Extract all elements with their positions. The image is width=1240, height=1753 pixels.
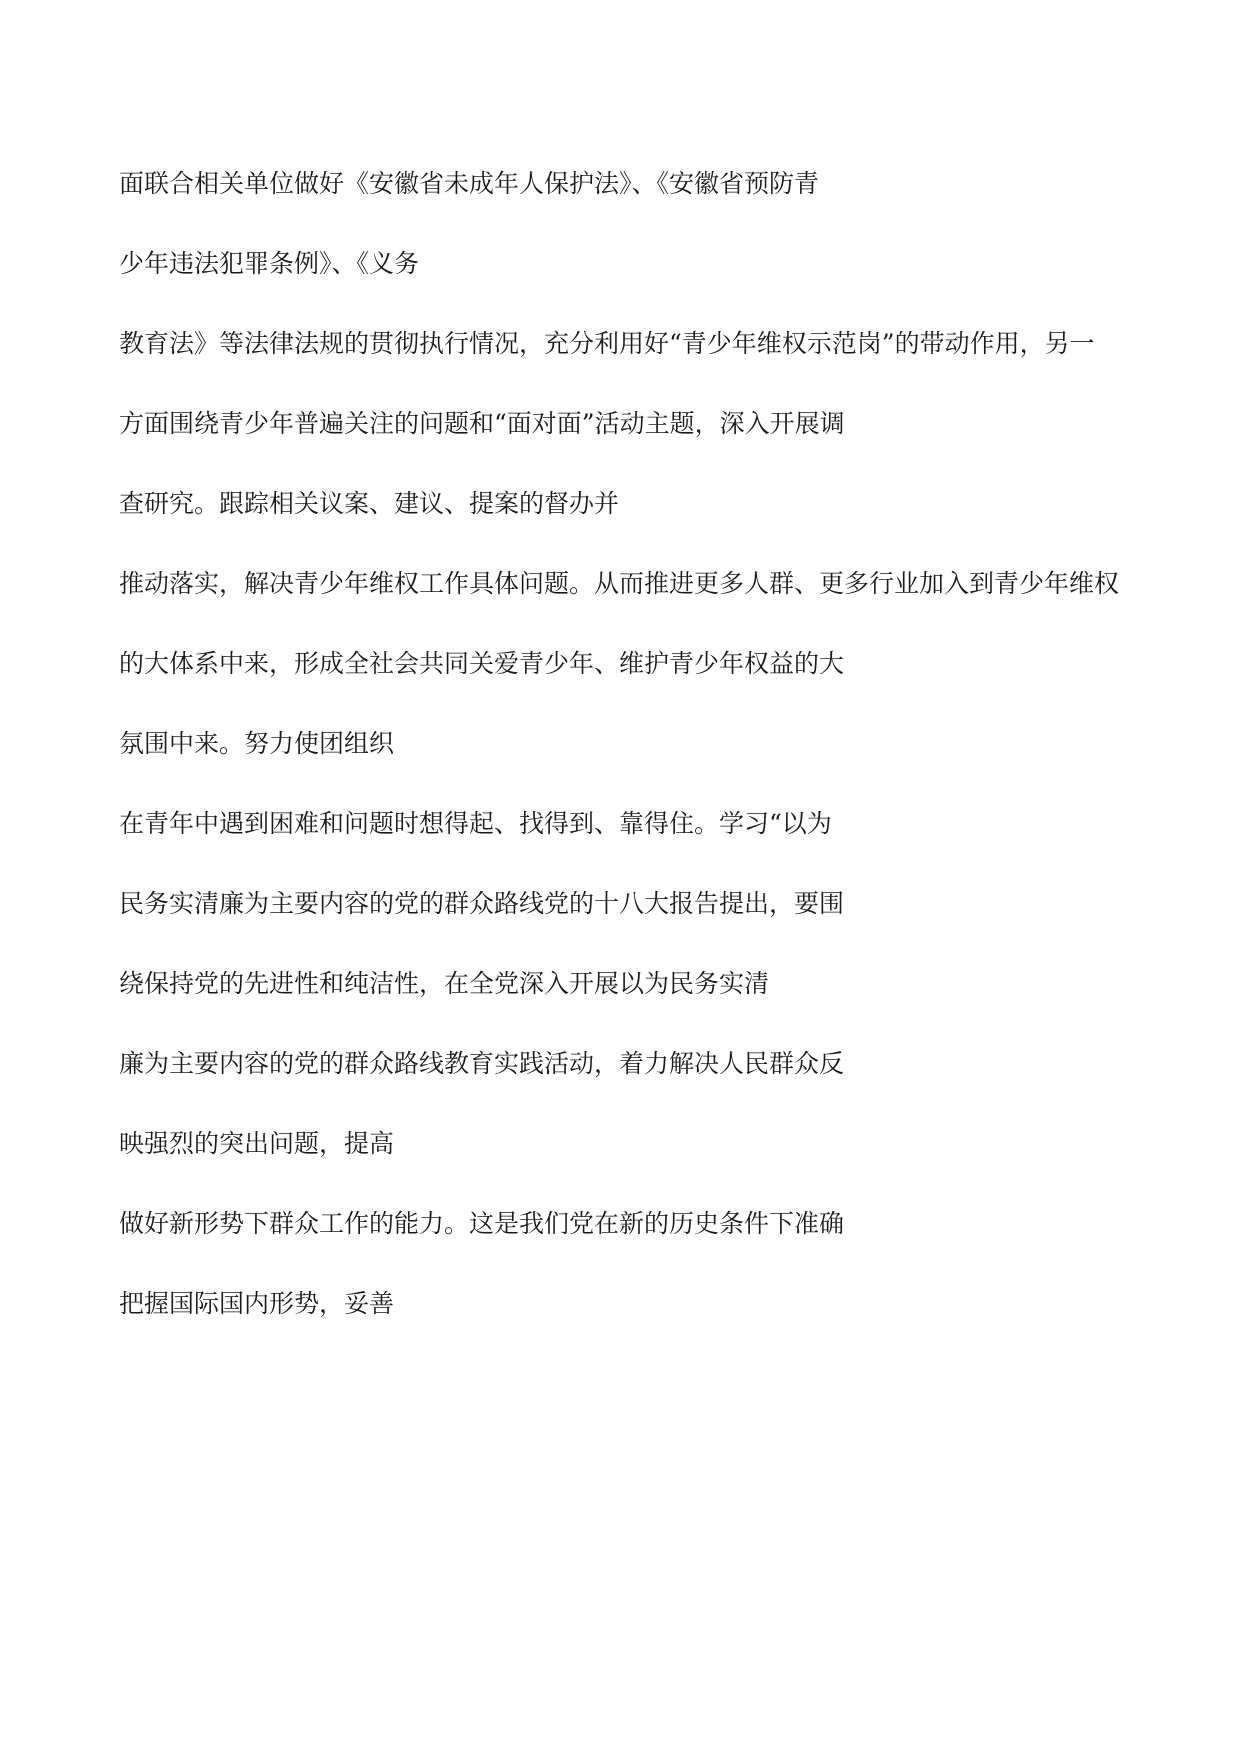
- text-line: 的大体系中来，形成全社会共同关爱青少年、维护青少年权益的大: [119, 649, 845, 678]
- text-line: 面联合相关单位做好《安徽省未成年人保护法》、《安徽省预防青: [119, 169, 820, 198]
- text-line: 推动落实，解决青少年维权工作具体问题。从而推进更多人群、更多行业加入到青少年维权: [119, 569, 1120, 598]
- text-line: 查研究。跟踪相关议案、建议、提案的督办并: [119, 489, 620, 518]
- text-line: 少年违法犯罪条例》、《义务: [119, 249, 420, 278]
- text-line: 教育法》等法律法规的贯彻执行情况，充分利用好“青少年维权示范岗”的带动作用，另一: [119, 329, 1095, 358]
- text-line: 把握国际国内形势，妥善: [119, 1289, 395, 1318]
- text-line: 映强烈的突出问题，提高: [119, 1129, 395, 1158]
- text-line: 绕保持党的先进性和纯洁性，在全党深入开展以为民务实清: [119, 969, 770, 998]
- text-line: 氛围中来。努力使团组织: [119, 729, 395, 758]
- text-line: 做好新形势下群众工作的能力。这是我们党在新的历史条件下准确: [119, 1209, 845, 1238]
- text-line: 廉为主要内容的党的群众路线教育实践活动，着力解决人民群众反: [119, 1049, 845, 1078]
- body-text: [119, 170, 1139, 1370]
- text-line: 在青年中遇到困难和问题时想得起、找得到、靠得住。学习“以为: [119, 809, 832, 838]
- text-line: 民务实清廉为主要内容的党的群众路线党的十八大报告提出，要围: [119, 889, 845, 918]
- text-line: 方面围绕青少年普遍关注的问题和“面对面”活动主题，深入开展调: [119, 409, 845, 438]
